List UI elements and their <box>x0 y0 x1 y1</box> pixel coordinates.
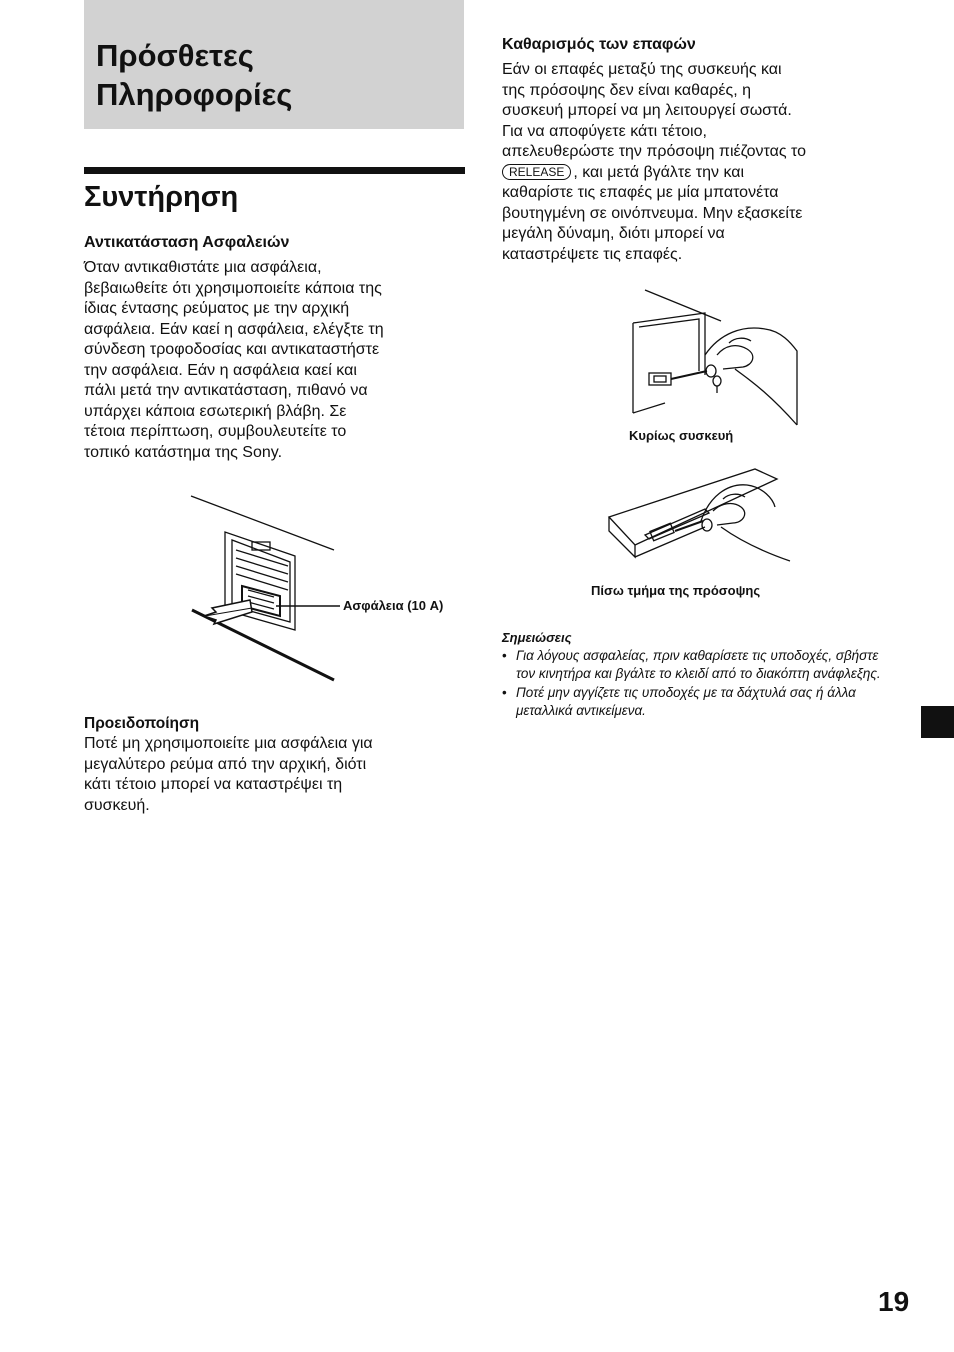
fuse-line: Όταν αντικαθιστάτε μια ασφάλεια, <box>84 259 322 276</box>
fuse-line: ασφάλεια. Εάν καεί η ασφάλεια, ελέγξτε τη <box>84 320 384 338</box>
cleaning-line: βουτηγμένη σε οινόπνευμα. Μην εξασκείτε <box>502 204 803 222</box>
notes-title: Σημειώσεις <box>502 630 572 645</box>
warning-paragraph <box>84 734 474 816</box>
fuse-illustration <box>180 490 340 690</box>
chapter-side-tab <box>921 706 954 738</box>
cleaning-line: καθαρίστε τις επαφές με μία μπατονέτα <box>502 184 779 201</box>
fuse-paragraph <box>84 258 474 463</box>
note-item: • Για λόγους ασφαλείας, πριν καθαρίσετε τις υποδοχές, σβήστε τον κινητήρα και βγάλτε το κλειδί από το διακόπτη ανάφλεξης. <box>502 647 882 684</box>
cleaning-line: συσκευή μπορεί να μη λειτουργεί σωστά. <box>502 102 792 119</box>
fuse-line: τέτοια περίπτωση, συμβουλευτείτε το <box>84 423 347 440</box>
cleaning-line: Εάν οι επαφές μεταξύ της συσκευής και <box>502 61 782 78</box>
cleaning-line: μεγάλη δύναμη, διότι μπορεί να <box>502 225 725 242</box>
page-number: 19 <box>878 1286 910 1317</box>
cleaning-heading: Καθαρισμός των επαφών <box>502 36 696 53</box>
chapter-title-line-1: Πρόσθετες <box>96 38 254 73</box>
fuse-callout-leader <box>276 604 342 608</box>
fuse-heading: Αντικατάσταση Ασφαλειών <box>84 234 290 251</box>
notes-list <box>502 647 882 720</box>
warning-line: Ποτέ μη χρησιμοποιείτε μια ασφάλεια για <box>84 735 373 752</box>
cleaning-line: Για να αποφύγετε κάτι τέτοιο, <box>502 122 707 140</box>
cleaning-line: , και μετά βγάλτε την και <box>573 163 745 181</box>
section-rule <box>84 167 465 174</box>
front-panel-back-illustration <box>605 465 790 585</box>
note-item: • Ποτέ μην αγγίζετε τις υποδοχές με τα δάχτυλά σας ή άλλα μεταλλικά αντικείμενα. <box>502 684 882 721</box>
main-unit-caption: Κυρίως συσκευή <box>629 428 734 443</box>
front-panel-back-caption: Πίσω τμήμα της πρόσοψης <box>591 583 761 598</box>
chapter-title <box>96 36 292 114</box>
cleaning-line: της πρόσοψης δεν είναι καθαρές, η <box>502 81 752 99</box>
cleaning-line: καταστρέψετε τις επαφές. <box>502 245 683 263</box>
warning-line: συσκευή. <box>84 796 150 814</box>
fuse-line: ίδιας έντασης ρεύματος με την αρχική <box>84 300 350 317</box>
fuse-line: υπάρχει κάποια εσωτερική βλάβη. Σε <box>84 402 347 420</box>
chapter-title-line-2: Πληροφορίες <box>96 77 293 112</box>
cleaning-line: απελευθερώστε την πρόσοψη πιέζοντας το <box>502 143 807 160</box>
fuse-line: βεβαιωθείτε ότι χρησιμοποιείτε κάποια της <box>84 279 382 297</box>
fuse-line: τοπικό κατάστημα της Sony. <box>84 443 283 461</box>
cleaning-paragraph <box>502 60 902 265</box>
fuse-line: την ασφάλεια. Εάν η ασφάλεια καεί και <box>84 361 357 379</box>
main-unit-illustration <box>625 285 803 425</box>
warning-line: κάτι τέτοιο μπορεί να καταστρέψει τη <box>84 776 343 793</box>
section-title: Συντήρηση <box>84 181 239 213</box>
warning-line: μεγαλύτερο ρεύμα από την αρχική, διότι <box>84 755 367 773</box>
fuse-callout-label: Ασφάλεια (10 A) <box>343 598 444 613</box>
fuse-line: πάλι μετά την αντικατάσταση, πιθανό να <box>84 382 368 399</box>
fuse-line: σύνδεση τροφοδοσίας και αντικαταστήστε <box>84 341 380 358</box>
warning-heading: Προειδοποίηση <box>84 715 200 732</box>
release-key-label: RELEASE <box>502 164 571 180</box>
